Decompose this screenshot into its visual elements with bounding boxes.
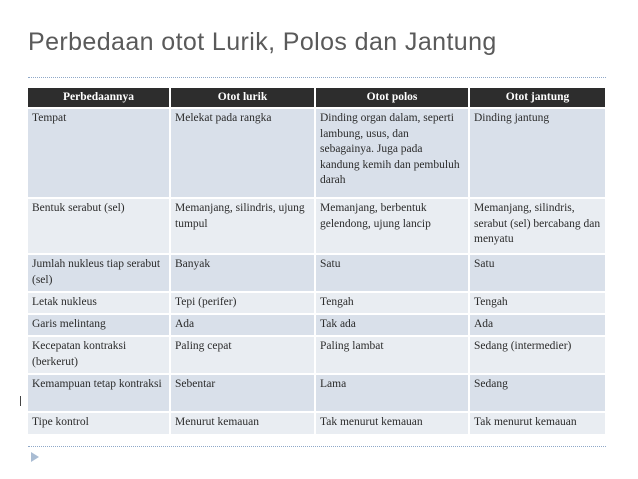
table-cell: Paling cepat: [170, 336, 315, 374]
comparison-table: [28, 88, 605, 434]
table-cell: Banyak: [170, 254, 315, 292]
table-cell: Memanjang, berbentuk gelendong, ujung lancip: [315, 198, 469, 254]
table-cell: Memanjang, silindris, ujung tumpul: [170, 198, 315, 254]
table-cell: Tengah: [469, 292, 605, 314]
table-cell: Dinding jantung: [469, 108, 605, 198]
title-divider: [28, 77, 606, 78]
row-label: Tempat: [28, 108, 170, 198]
row-label: Letak nukleus: [28, 292, 170, 314]
table-cell: Satu: [469, 254, 605, 292]
header-cell: Otot lurik: [170, 88, 315, 108]
row-label: Kemampuan tetap kontraksi: [28, 374, 170, 412]
table-cell: Lama: [315, 374, 469, 412]
table-cell: Tak menurut kemauan: [469, 412, 605, 434]
row-label: Bentuk serabut (sel): [28, 198, 170, 254]
table-cell: Menurut kemauan: [170, 412, 315, 434]
row-label: Garis melintang: [28, 314, 170, 336]
cursor-mark: [20, 396, 21, 406]
table-cell: Melekat pada rangka: [170, 108, 315, 198]
table-row: [28, 314, 605, 336]
bottom-divider: [28, 446, 606, 447]
table-cell: Sedang: [469, 374, 605, 412]
table-header-row: [28, 88, 605, 108]
table-row: [28, 292, 605, 314]
table-cell: Tepi (perifer): [170, 292, 315, 314]
header-cell: Otot jantung: [469, 88, 605, 108]
table-cell: Ada: [469, 314, 605, 336]
table-cell: Paling lambat: [315, 336, 469, 374]
header-cell: Perbedaannya: [28, 88, 170, 108]
table-cell: Satu: [315, 254, 469, 292]
row-label: Kecepatan kontraksi (berkerut): [28, 336, 170, 374]
table-cell: Tak menurut kemauan: [315, 412, 469, 434]
table-row: [28, 254, 605, 292]
table-row: [28, 108, 605, 198]
header-cell: Otot polos: [315, 88, 469, 108]
table-cell: Dinding organ dalam, seperti lambung, usus, dan sebagainya. Juga pada kandung kemih dan pembuluh darah: [315, 108, 469, 198]
table-row: [28, 374, 605, 412]
table-row: [28, 198, 605, 254]
table-cell: Memanjang, silindris, serabut (sel) bercabang dan menyatu: [469, 198, 605, 254]
row-label: Jumlah nukleus tiap serabut (sel): [28, 254, 170, 292]
table-cell: Tak ada: [315, 314, 469, 336]
table-cell: Tengah: [315, 292, 469, 314]
table-cell: Sedang (intermedier): [469, 336, 605, 374]
table-cell: Sebentar: [170, 374, 315, 412]
row-label: Tipe kontrol: [28, 412, 170, 434]
table-row: [28, 336, 605, 374]
table-row: [28, 412, 605, 434]
bullet-arrow-icon: [31, 452, 39, 462]
slide-title: Perbedaan otot Lurik, Polos dan Jantung: [28, 28, 497, 56]
table-cell: Ada: [170, 314, 315, 336]
